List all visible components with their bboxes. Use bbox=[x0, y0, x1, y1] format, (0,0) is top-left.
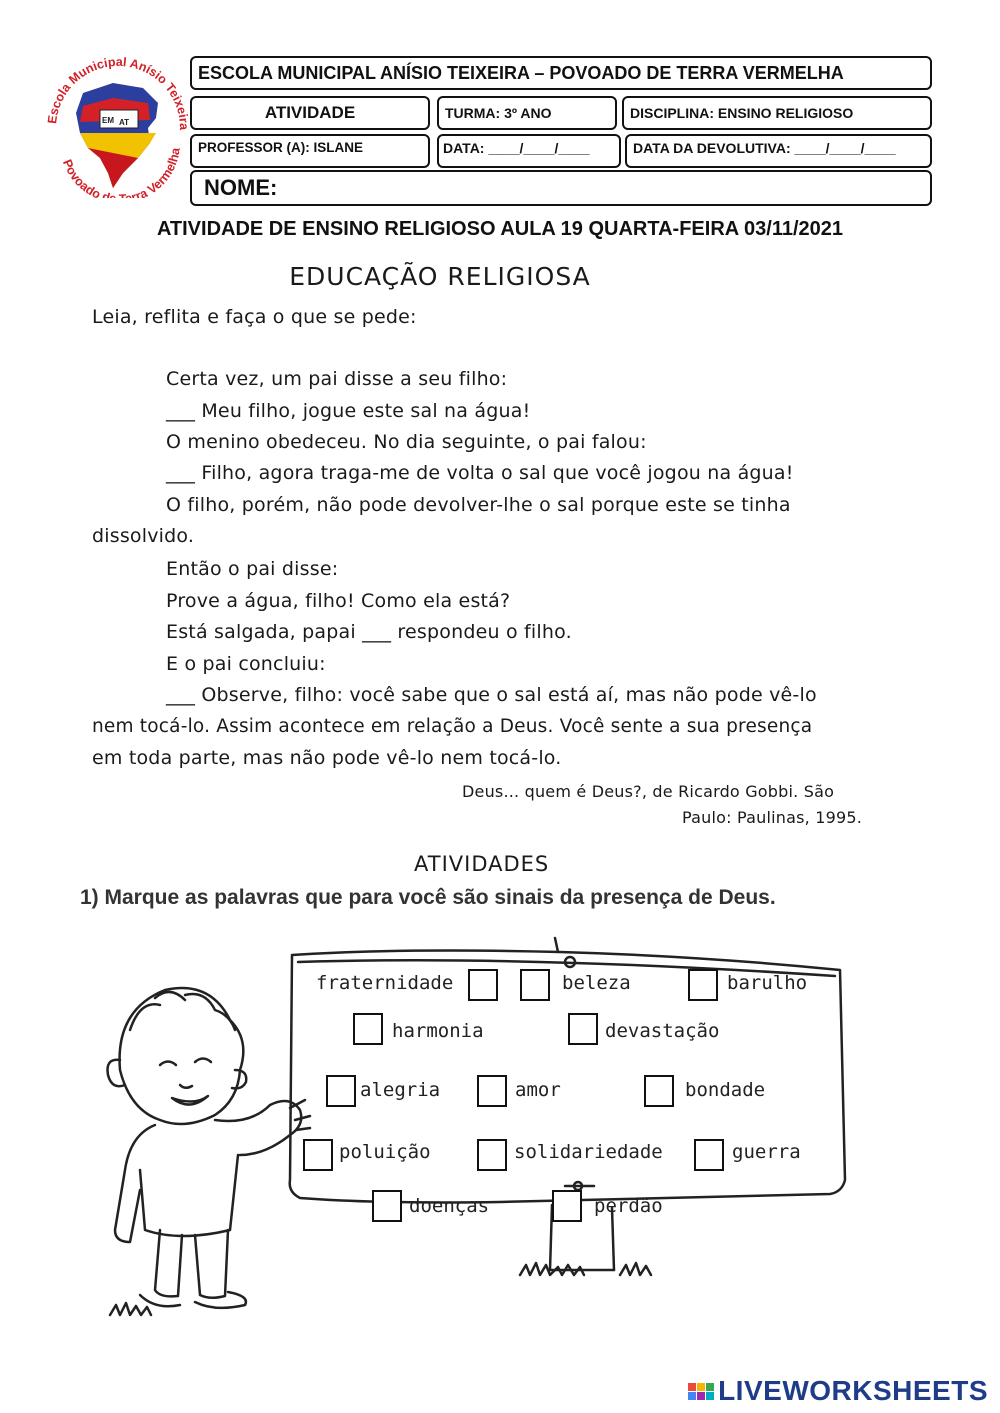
school-logo bbox=[38, 48, 198, 198]
liveworksheets-text[interactable]: LIVEWORKSHEETS bbox=[718, 1375, 988, 1406]
name-field[interactable]: NOME: bbox=[190, 170, 932, 206]
reading-title: EDUCAÇÃO RELIGIOSA bbox=[289, 262, 591, 291]
word-beleza: beleza bbox=[562, 972, 631, 994]
checkbox-guerra[interactable] bbox=[694, 1139, 724, 1171]
date-field[interactable]: DATA: ____/____/____ bbox=[437, 134, 621, 168]
reading-instruction: Leia, reflita e faça o que se pede: bbox=[92, 306, 417, 328]
reading-line: dissolvido. bbox=[92, 525, 195, 547]
checkbox-barulho[interactable] bbox=[688, 969, 718, 1001]
checkbox-bondade[interactable] bbox=[644, 1075, 674, 1107]
word-alegria: alegria bbox=[360, 1079, 441, 1101]
word-harmonia: harmonia bbox=[392, 1020, 484, 1042]
activity-label: ATIVIDADE bbox=[190, 96, 430, 130]
word-doencas: doenças bbox=[409, 1195, 490, 1217]
checkbox-fraternidade[interactable] bbox=[468, 969, 498, 1001]
reading-source: Deus... quem é Deus?, de Ricardo Gobbi. São bbox=[462, 782, 835, 801]
teacher-label: PROFESSOR (A): ISLANE bbox=[190, 134, 430, 168]
word-perdao: perdão bbox=[594, 1195, 663, 1217]
checkbox-amor[interactable] bbox=[477, 1075, 507, 1107]
svg-text:Povoado de Terra Vermelha: Povoado d rra Vermelha bbox=[60, 146, 183, 198]
reading-line: O filho, porém, não pode devolver-lhe o sal porque este se tinha bbox=[166, 494, 791, 516]
svg-text:Escola Municipal Anísio Teixei: Escola Municipal Anísio Teixeira bbox=[45, 54, 192, 131]
question-1: 1) Marque as palavras que para você são sinais da presença de Deus. bbox=[80, 886, 776, 909]
svg-text:EM: EM bbox=[102, 116, 114, 125]
checkbox-solidariedade[interactable] bbox=[477, 1139, 507, 1171]
reading-line: Certa vez, um pai disse a seu filho: bbox=[166, 368, 508, 390]
reading-line: ___ Filho, agora traga-me de volta o sal que você jogou na água! bbox=[166, 462, 794, 484]
checkbox-doencas[interactable] bbox=[372, 1190, 402, 1222]
checkbox-harmonia[interactable] bbox=[353, 1013, 383, 1045]
reading-line: ___ Meu filho, jogue este sal na água! bbox=[166, 400, 531, 422]
activities-title: ATIVIDADES bbox=[414, 852, 550, 876]
reading-line: Está salgada, papai ___ respondeu o filho. bbox=[166, 621, 572, 643]
word-devastacao: devastação bbox=[605, 1020, 720, 1042]
checkbox-devastacao[interactable] bbox=[568, 1013, 598, 1045]
reading-line: em toda parte, mas não pode vê-lo nem tocá-lo. bbox=[92, 747, 562, 769]
word-barulho: barulho bbox=[727, 972, 808, 994]
reading-source: Paulo: Paulinas, 1995. bbox=[682, 808, 863, 827]
checkbox-beleza[interactable] bbox=[520, 969, 550, 1001]
checkbox-perdao[interactable] bbox=[552, 1190, 582, 1222]
reading-line: Prove a água, filho! Como ela está? bbox=[166, 590, 511, 612]
liveworksheets-logo-icon bbox=[688, 1383, 714, 1400]
reading-line: O menino obedeceu. No dia seguinte, o pai falou: bbox=[166, 431, 647, 453]
reading-line: E o pai concluiu: bbox=[166, 653, 326, 675]
school-logo-graphic bbox=[38, 48, 198, 198]
checkbox-alegria[interactable] bbox=[326, 1075, 356, 1107]
word-poluicao: poluição bbox=[339, 1141, 431, 1163]
school-name: ESCOLA MUNICIPAL ANÍSIO TEIXEIRA – POVOADO DE TERRA VERMELHA bbox=[190, 56, 932, 90]
reading-line: ___ Observe, filho: você sabe que o sal está aí, mas não pode vê-lo bbox=[166, 684, 817, 706]
reading-line: nem tocá-lo. Assim acontece em relação a Deus. Você sente a sua presença bbox=[92, 716, 813, 737]
word-fraternidade: fraternidade bbox=[316, 972, 454, 994]
subject-label: DISCIPLINA: ENSINO RELIGIOSO bbox=[622, 96, 932, 130]
word-bondade: bondade bbox=[685, 1079, 766, 1101]
class-label: TURMA: 3º ANO bbox=[437, 96, 617, 130]
return-date-field[interactable]: DATA DA DEVOLUTIVA: ____/____/____ bbox=[625, 134, 932, 168]
word-guerra: guerra bbox=[732, 1141, 801, 1163]
word-amor: amor bbox=[515, 1079, 561, 1101]
checkbox-poluicao[interactable] bbox=[303, 1139, 333, 1171]
liveworksheets-brand bbox=[688, 1375, 988, 1407]
svg-text:AT: AT bbox=[119, 118, 130, 127]
reading-line: Então o pai disse: bbox=[166, 558, 339, 580]
word-solidariedade: solidariedade bbox=[514, 1141, 663, 1163]
page-subtitle: ATIVIDADE DE ENSINO RELIGIOSO AULA 19 QUARTA-FEIRA 03/11/2021 bbox=[156, 218, 844, 240]
